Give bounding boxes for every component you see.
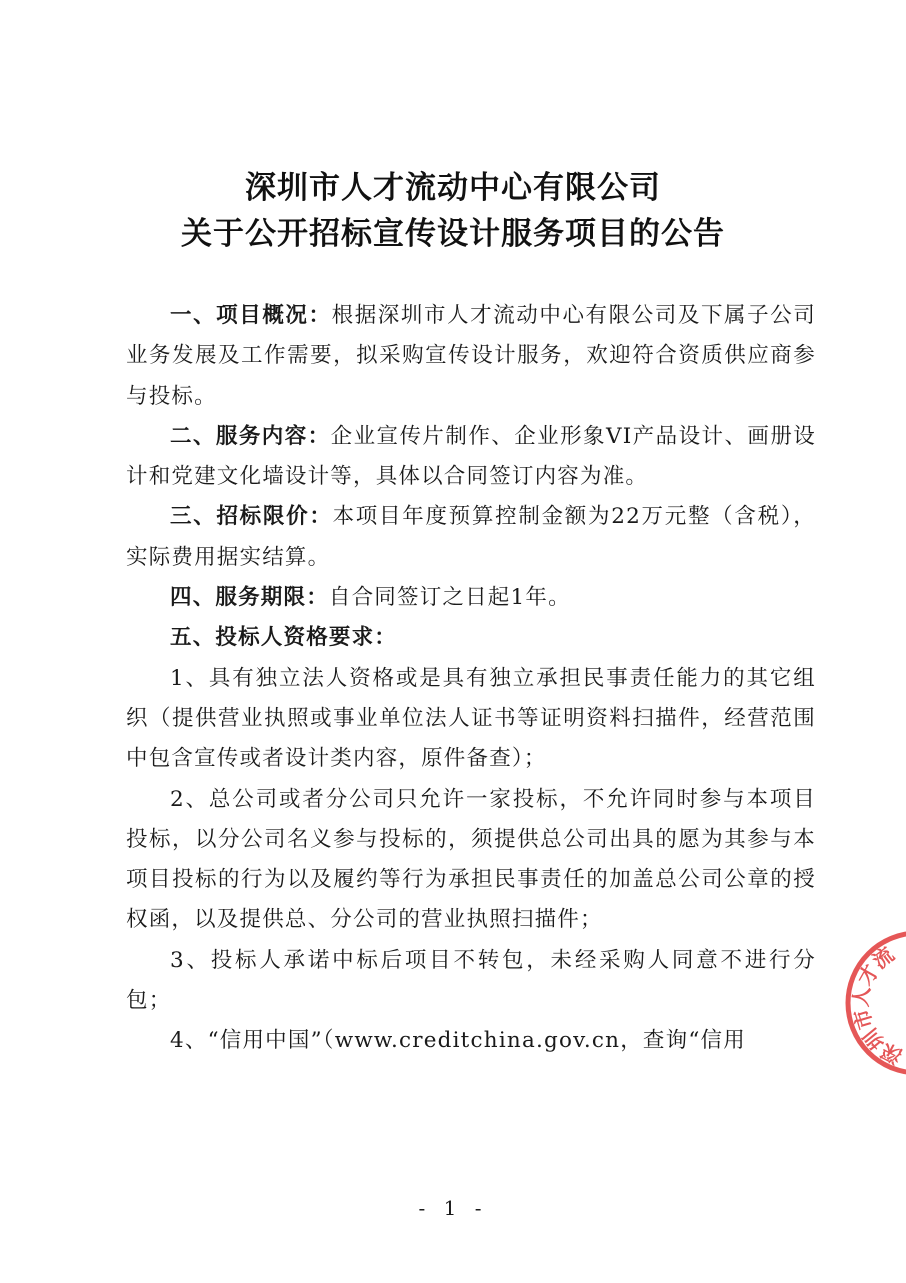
paragraph-heading: 二、服务内容： <box>170 423 331 449</box>
paragraph-heading: 四、服务期限： <box>170 585 329 611</box>
requirement-item-2 <box>126 780 816 941</box>
paragraph-heading: 三、招标限价： <box>170 504 333 530</box>
paragraph-text: 本项目年度预算控制金额为22万元整（含税），实际费用据实结算。 <box>126 504 817 570</box>
requirement-item-1 <box>126 659 816 780</box>
paragraph-text: 企业宣传片制作、企业形象VI产品设计、画册设计和党建文化墙设计等，具体以合同签订内容为准。 <box>126 423 817 490</box>
document-body <box>126 296 816 1062</box>
seal-text: 深圳市人才流 <box>848 942 906 1069</box>
paragraph-text: 2、总公司或者分公司只允许一家投标，不允许同时参与本项目投标，以分公司名义参与投标的，须提供总公司出具的愿为其参与本项目投标的行为以及履约等行为承担民事责任的加盖总公司公章的授权函，以及提供总、分公司的营业执照扫描件； <box>126 786 816 933</box>
paragraph-text: 自合同签订之日起1年。 <box>328 585 571 611</box>
paragraph-service-period <box>126 578 816 618</box>
paragraph-bid-limit <box>126 497 816 578</box>
paragraph-text: 1、具有独立法人资格或是具有独立承担民事责任能力的其它组织（提供营业执照或事业单位法人证书等证明资料扫描件，经营范围中包含宣传或者设计类内容，原件备查）； <box>126 665 816 772</box>
paragraph-text: 3、投标人承诺中标后项目不转包，未经采购人同意不进行分包； <box>126 947 816 1014</box>
document-title-line-2: 关于公开招标宣传设计服务项目的公告 <box>181 216 725 252</box>
requirement-item-4 <box>126 1021 816 1061</box>
company-seal-icon <box>843 928 906 1078</box>
requirement-item-3 <box>126 941 816 1022</box>
paragraph-project-overview <box>126 296 816 417</box>
document-title-line-1: 深圳市人才流动中心有限公司 <box>245 170 661 206</box>
page-number: - 1 - <box>418 1196 488 1220</box>
paragraph-bidder-requirements <box>126 618 816 658</box>
paragraph-text: 根据深圳市人才流动中心有限公司及下属子公司业务发展及工作需要，拟采购宣传设计服务，欢迎符合资质供应商参与投标。 <box>126 303 817 409</box>
paragraph-heading: 五、投标人资格要求： <box>170 625 398 651</box>
paragraph-heading: 一、项目概况： <box>170 303 332 328</box>
paragraph-service-content <box>126 417 816 498</box>
svg-text:深圳市人才流 <box>843 941 906 1072</box>
paragraph-text: 4、“信用中国”（www.creditchina.gov.cn，查询“信用 <box>170 1028 746 1054</box>
